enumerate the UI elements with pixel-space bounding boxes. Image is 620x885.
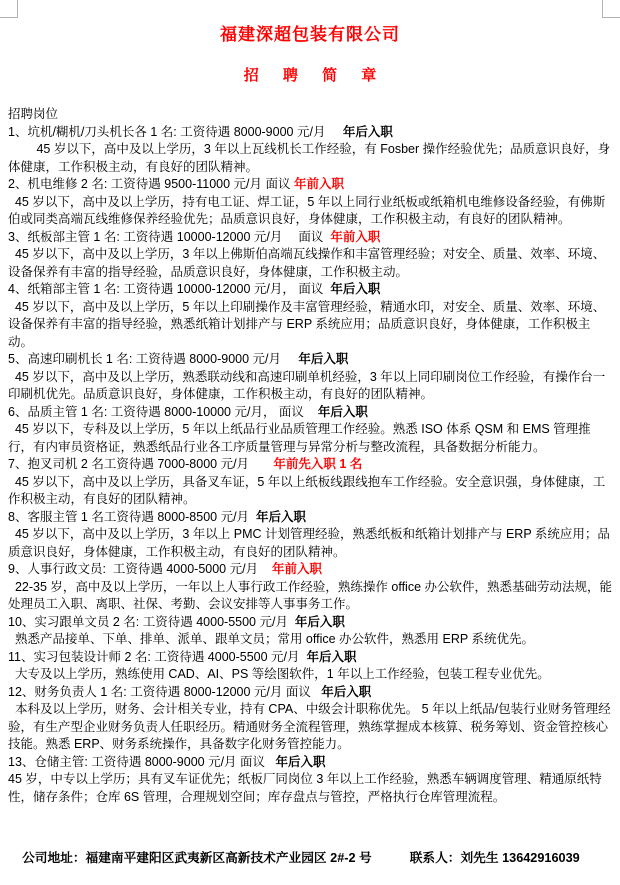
job-title-line xyxy=(8,684,612,702)
job-title-line xyxy=(8,614,612,632)
footer xyxy=(8,831,612,885)
job-entry-badge: 年前先入职 1 名 xyxy=(273,457,363,471)
crop-mark-top-right-vertical xyxy=(602,0,603,18)
job-description: 45 岁以下，高中及以上学历，5 年以上印刷操作及丰富管理经验，精通水印，对安全、质量、效率、环境、设备保养有丰富的指导经验，熟悉纸箱计划排产与 ERP 系统应用；品质意识良好，身体健康，工作积极主动。 xyxy=(8,299,606,349)
contact-person: 联系人：刘先生 13642916039 xyxy=(409,851,580,865)
job-description: 45 岁以下，高中及以上学历，3 年以上瓦线机长工作经验，有 Fosber 操作经验优先；品质意识良好，身体健康，工作积极主动，有良好的团队精神。 xyxy=(8,142,611,174)
job-title-line xyxy=(8,124,612,142)
job-title-text: 6、品质主管 1 名: 工资待遇 8000-10000 元/月， 面议 xyxy=(8,404,318,419)
job-description: 45 岁以下，高中及以上学历，3 年以上 PMC 计划管理经验，熟悉纸板和纸箱计划排产与 ERP 系统应用；品质意识良好，身体健康，工作积极主动，有良好的团队精神。 xyxy=(8,527,610,559)
job-title-text: 2、机电维修 2 名: 工资待遇 9500-11000 元/月 面议 xyxy=(8,177,294,191)
job-title-line xyxy=(8,404,612,422)
job-title-text: 8、客服主管 1 名工资待遇 8000-8500 元/月 xyxy=(8,509,256,524)
job-title-text: 3、纸板部主管 1 名: 工资待遇 10000-12000 元/月 面议 xyxy=(8,229,331,244)
job-title-line xyxy=(8,754,612,772)
job-description: 本科及以上学历，财务、会计相关专业，持有 CPA、中级会计职称优先。 5 年以上纸品/包装行业财务管理经验，有生产型企业财务负责人任职经历。精通财务全流程管理，熟练掌握成本核算、税务筹划、资金管控核心技能。熟悉 ERP、财务系统操作，具备数字化财务管控能力。 xyxy=(8,702,611,751)
job-entry-badge: 年前入职 xyxy=(293,177,344,191)
job-entry-badge: 年后入职 xyxy=(294,614,345,629)
company-title: 福建深超包装有限公司 xyxy=(220,25,400,44)
job-description: 大专及以上学历，熟练使用 CAD、AI、PS 等绘图软件，1 年以上工作经验，包装工程专业优先。 xyxy=(8,667,550,681)
job-title-text: 4、纸箱部主管 1 名: 工资待遇 10000-12000 元/月， 面议 xyxy=(8,282,331,296)
document-subtitle: 招 聘 简 章 xyxy=(243,67,387,84)
job-description: 22-35 岁，高中及以上学历，一年以上人事行政工作经验，熟练操作 office 办公软件，熟悉基础劳动法规，能处理员工入职、离职、社保、考勤、会议安排等人事事务工作。 xyxy=(8,579,612,611)
job-entry-badge: 年前入职 xyxy=(330,229,381,244)
job-title-text: 9、人事行政文员: 工资待遇 4000-5000 元/月 xyxy=(8,562,272,576)
job-entry-badge: 年后入职 xyxy=(317,404,368,419)
job-title-line xyxy=(8,351,612,369)
job-title-text: 10、实习跟单文员 2 名: 工资待遇 4000-5500 元/月 xyxy=(8,614,295,629)
job-entry-badge: 年后入职 xyxy=(330,282,381,296)
crop-mark-top-left-vertical xyxy=(17,0,18,18)
job-title-line xyxy=(8,649,612,667)
job-title-line xyxy=(8,229,612,247)
job-title-line xyxy=(8,561,612,579)
job-entry-badge: 年后入职 xyxy=(298,352,349,366)
job-entry-badge: 年后入职 xyxy=(321,684,372,699)
job-title-line xyxy=(8,509,612,527)
job-entry-badge: 年后入职 xyxy=(306,649,357,664)
section-heading: 招聘岗位 xyxy=(8,107,59,121)
job-entry-badge: 年后入职 xyxy=(275,754,326,769)
job-description: 45 岁以下，高中及以上学历，具备叉车证，5 年以上纸板线跟线抱车工作经验。安全意识强，身体健康，工作积极主动，有良好的团队精神。 xyxy=(8,474,606,506)
job-title-text: 11、实习包装设计师 2 名: 工资待遇 4000-5500 元/月 xyxy=(8,649,307,664)
crop-mark-top-right-horizontal xyxy=(602,17,620,18)
job-description: 45 岁，中专以上学历；具有叉车证优先；纸板厂同岗位 3 年以上工作经验，熟悉车辆调度管理、精通原纸特性，储存条件；仓库 6S 管理，合理规划空间；库存盘点与管控，严格执行仓库管理流程。 xyxy=(8,772,602,804)
job-description: 45 岁以下，高中及以上学历，熟悉联动线和高速印刷单机经验，3 年以上同印刷岗位工作经验，有操作台一印刷机优先。品质意识良好，身体健康，工作积极主动，有良好的团队精神。 xyxy=(8,369,606,401)
crop-mark-top-left-horizontal xyxy=(0,17,18,18)
job-title-line xyxy=(8,281,612,299)
job-description: 熟悉产品接单、下单、排单、派单、跟单文员；常用 office 办公软件，熟悉用 ERP 系统优先。 xyxy=(8,632,534,646)
job-title-line xyxy=(8,456,612,474)
job-title-text: 13、仓储主管: 工资待遇 8000-9000 元/月 面议 xyxy=(8,754,276,769)
job-list xyxy=(8,124,612,807)
job-description: 45 岁以下，高中及以上学历，持有电工证、焊工证，5 年以上同行业纸板或纸箱机电维修设备经验，有佛斯伯或同类高端瓦线维修保养经验优先；品质意识良好，身体健康，工作积极主动，有良好的团队精神。 xyxy=(8,194,606,226)
job-entry-badge: 年后入职 xyxy=(342,124,393,139)
job-title-text: 7、抱叉司机 2 名工资待遇 7000-8000 元/月 xyxy=(8,457,274,471)
job-title-text: 5、高速印刷机长 1 名: 工资待遇 8000-9000 元/月 xyxy=(8,352,299,366)
job-description: 45 岁以下，高中及以上学历，3 年以上佛斯伯高端瓦线操作和丰富管理经验；对安全、质量、效率、环境、设备保养有丰富的指导经验，品质意识良好，身体健康，工作积极主动。 xyxy=(8,247,606,279)
job-title-text: 12、财务负责人 1 名: 工资待遇 8000-12000 元/月 面议 xyxy=(8,684,322,699)
job-description: 45 岁以下，专科及以上学历，5 年以上纸品行业品质管理工作经验。熟悉 ISO 体系 QSM 和 EMS 管理推行，有内审员资格证，熟悉纸品行业各工序质量管理与异常分析与整改流程，具备数据分析能力。 xyxy=(8,422,591,454)
job-title-text: 1、坑机/糊机/刀头机长各 1 名: 工资待遇 8000-9000 元/月 xyxy=(8,124,343,139)
job-title-line xyxy=(8,176,612,194)
job-entry-badge: 年前入职 xyxy=(271,562,322,576)
job-entry-badge: 年后入职 xyxy=(256,509,307,524)
company-address: 公司地址：福建南平建阳区武夷新区高新技术产业园区 2#-2 号 xyxy=(22,851,372,865)
